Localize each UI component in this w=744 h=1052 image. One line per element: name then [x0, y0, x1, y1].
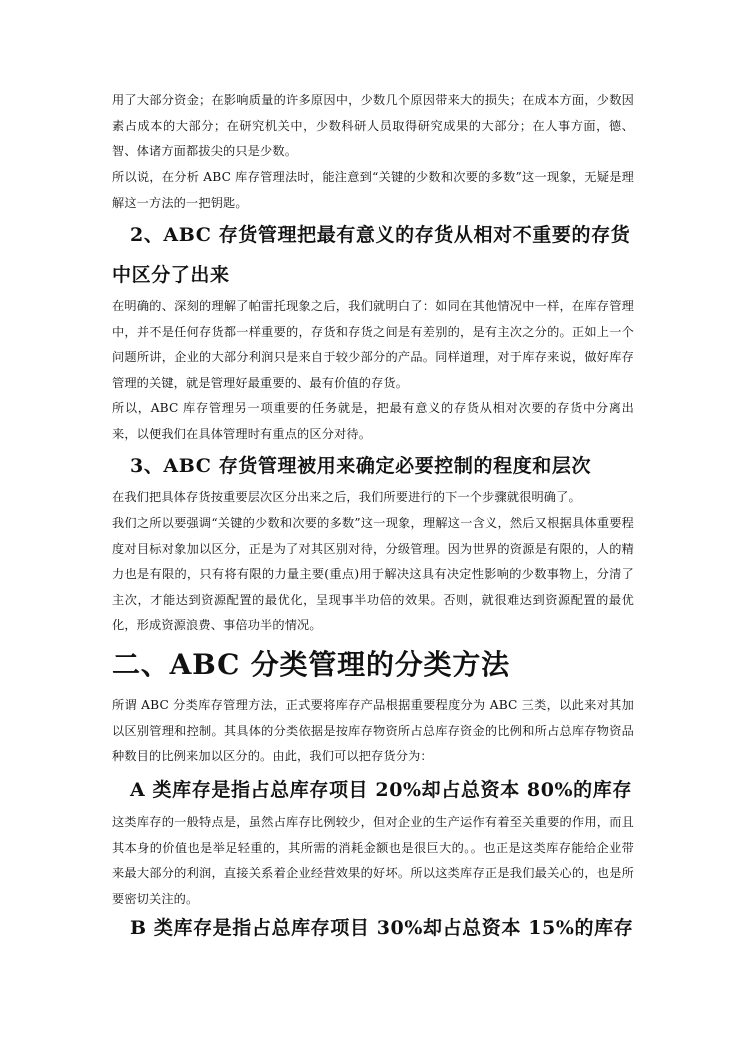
heading-section-3: 3、ABC 存货管理被用来确定必要控制的程度和层次	[130, 455, 592, 477]
paragraph-abc-key: 所以说，在分析 ABC 库存管理法时，能注意到“关键的少数和次要的多数”这一现象，无疑是理解这一方法的一把钥匙。	[112, 170, 634, 210]
paragraph-pareto-understanding: 在明确的、深刻的理解了帕雷托现象之后，我们就明白了：如同在其他情况中一样，在库存管理中，并不是任何存货都一样重要的，存货和存货之间是有差别的，是有主次之分的。正如上一个问题所讲，企业的大部分利润只是来自于较少部分的产品。同样道理，对于库存来说，做好库存管理的关键，就是管理好最重要的、最有价值的存货。	[112, 299, 634, 390]
paragraph-tiered-management: 我们之所以要强调“关键的少数和次要的多数”这一现象，理解这一含义，然后又根据具体重要程度对目标对象加以区分，正是为了对其区别对待，分级管理。因为世界的资源是有限的，人的精力也是有限的，只有将有限的力量主要(重点)用于解决这具有决定性影响的少数事物上，分清了主次，才能达到资源配置的最优化，呈现事半功倍的效果。否则，就很难达到资源配置的最优化，形成资源浪费、事倍功半的情况。	[112, 516, 634, 632]
paragraph-class-a-description: 这类库存的一般特点是，虽然占库存比例较少，但对企业的生产运作有着至关重要的作用，而且其本身的价值也是举足轻重的，其所需的消耗金额也是很巨大的。。也正是这类库存能给企业带来最大部分的利润，直接关系着企业经营效果的好坏。所以这类库存正是我们最关心的，也是所要密切关注的。	[112, 815, 634, 906]
paragraph-abc-task: 所以，ABC 库存管理另一项重要的任务就是，把最有意义的存货从相对次要的存货中分离出来，以便我们在具体管理时有重点的区分对待。	[112, 401, 634, 441]
heading-class-b: B 类库存是指占总库存项目 30%却占总资本 15%的库存	[130, 917, 634, 939]
heading-section-2: 2、ABC 存货管理把最有意义的存货从相对不重要的存货中区分了出来	[112, 224, 631, 286]
heading-chapter-2: 二、ABC 分类管理的分类方法	[112, 648, 510, 681]
paragraph-pareto-examples: 用了大部分资金；在影响质量的许多原因中，少数几个原因带来大的损失；在成本方面，少数因素占成本的大部分；在研究机关中，少数科研人员取得研究成果的大部分；在人事方面，德、智、体诸方面都拔尖的只是少数。	[112, 93, 634, 158]
heading-class-a: A 类库存是指占总库存项目 20%却占总资本 80%的库存	[130, 779, 632, 801]
paragraph-abc-method: 所谓 ABC 分类库存管理方法，正式要将库存产品根据重要程度分为 ABC 三类，以此来对其加以区别管理和控制。其具体的分类依据是按库存物资所占总库存资金的比例和所占总库存物资品种数目的比例来加以区分的。由此，我们可以把存货分为：	[112, 698, 634, 763]
paragraph-next-step: 在我们把具体存货按重要层次区分出来之后，我们所要进行的下一个步骤就很明确了。	[112, 490, 581, 504]
